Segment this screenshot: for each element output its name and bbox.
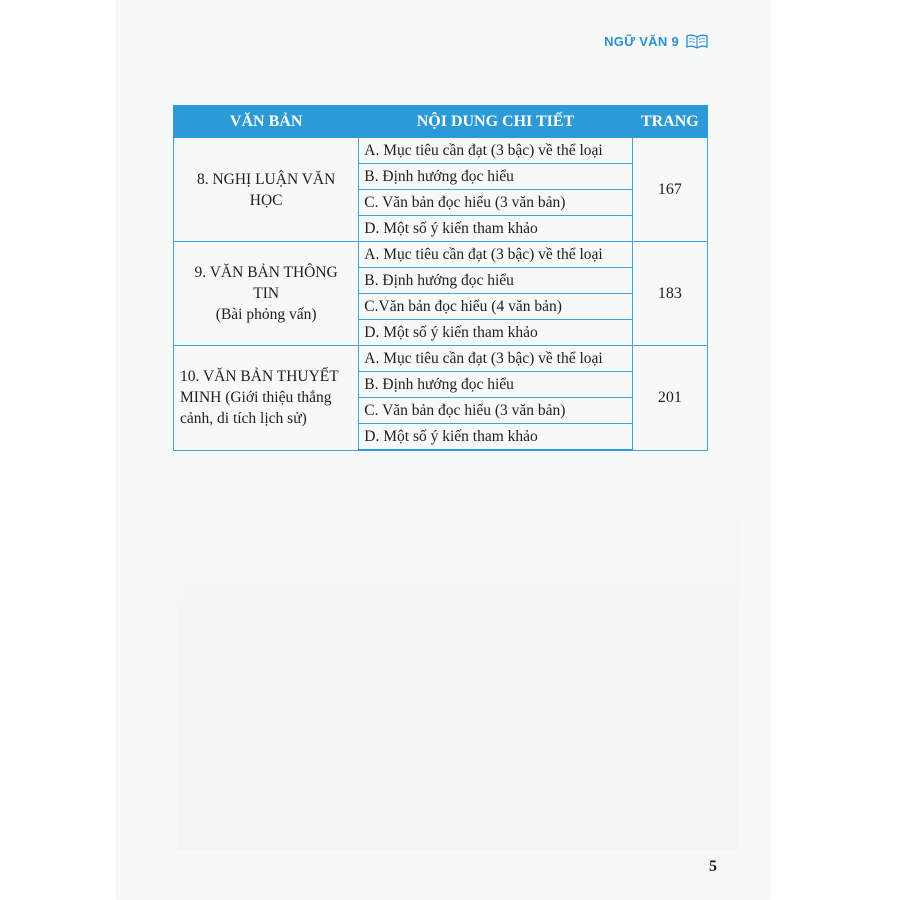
detail-item: B. Định hướng đọc hiểu	[359, 372, 632, 398]
column-header-van-ban: VĂN BẢN	[174, 106, 359, 138]
column-header-noi-dung: NỘI DUNG CHI TIẾT	[359, 106, 632, 138]
section-subtitle: (Bài phỏng vấn)	[215, 306, 317, 323]
detail-item: C. Văn bản đọc hiểu (3 văn bản)	[359, 190, 632, 216]
page-ref-10: 201	[632, 346, 707, 451]
page-ref-9: 183	[632, 242, 707, 346]
detail-item: C. Văn bản đọc hiểu (3 văn bản)	[359, 398, 632, 424]
section-title-9	[174, 242, 359, 346]
book-page	[117, 0, 769, 900]
detail-item: A. Mục tiêu cần đạt (3 bậc) về thể loại	[359, 346, 632, 372]
table-row	[174, 242, 708, 268]
open-book-icon	[685, 33, 709, 49]
detail-item: B. Định hướng đọc hiểu	[359, 164, 632, 190]
detail-item: D. Một số ý kiến tham khảo	[359, 424, 632, 451]
detail-item: D. Một số ý kiến tham khảo	[359, 320, 632, 346]
detail-item: C.Văn bản đọc hiểu (4 văn bản)	[359, 294, 632, 320]
page-ref-8: 167	[632, 138, 707, 242]
table-header-row	[174, 106, 708, 138]
detail-item: A. Mục tiêu cần đạt (3 bậc) về thể loại	[359, 242, 632, 268]
section-title-text: 9. VĂN BẢN THÔNG TIN	[194, 264, 338, 302]
book-title: NGỮ VĂN 9	[604, 33, 679, 49]
table-of-contents	[173, 105, 708, 451]
table-row	[174, 346, 708, 372]
page-header	[604, 33, 709, 49]
table-row	[174, 138, 708, 164]
section-title-text: 8. NGHỊ LUẬN VĂN HỌC	[196, 170, 336, 209]
section-title-8	[174, 138, 359, 242]
detail-item: D. Một số ý kiến tham khảo	[359, 216, 632, 242]
detail-item: B. Định hướng đọc hiểu	[359, 268, 632, 294]
column-header-trang: TRANG	[632, 106, 707, 138]
section-title-text: 10. VĂN BẢN THUYẾT MINH (Giới thiệu thắng cảnh, di tích lịch sử)	[180, 368, 339, 428]
section-title-10	[174, 346, 359, 451]
page-number: 5	[709, 858, 717, 875]
detail-item: A. Mục tiêu cần đạt (3 bậc) về thể loại	[359, 138, 632, 164]
bleed-through-area	[177, 520, 739, 850]
